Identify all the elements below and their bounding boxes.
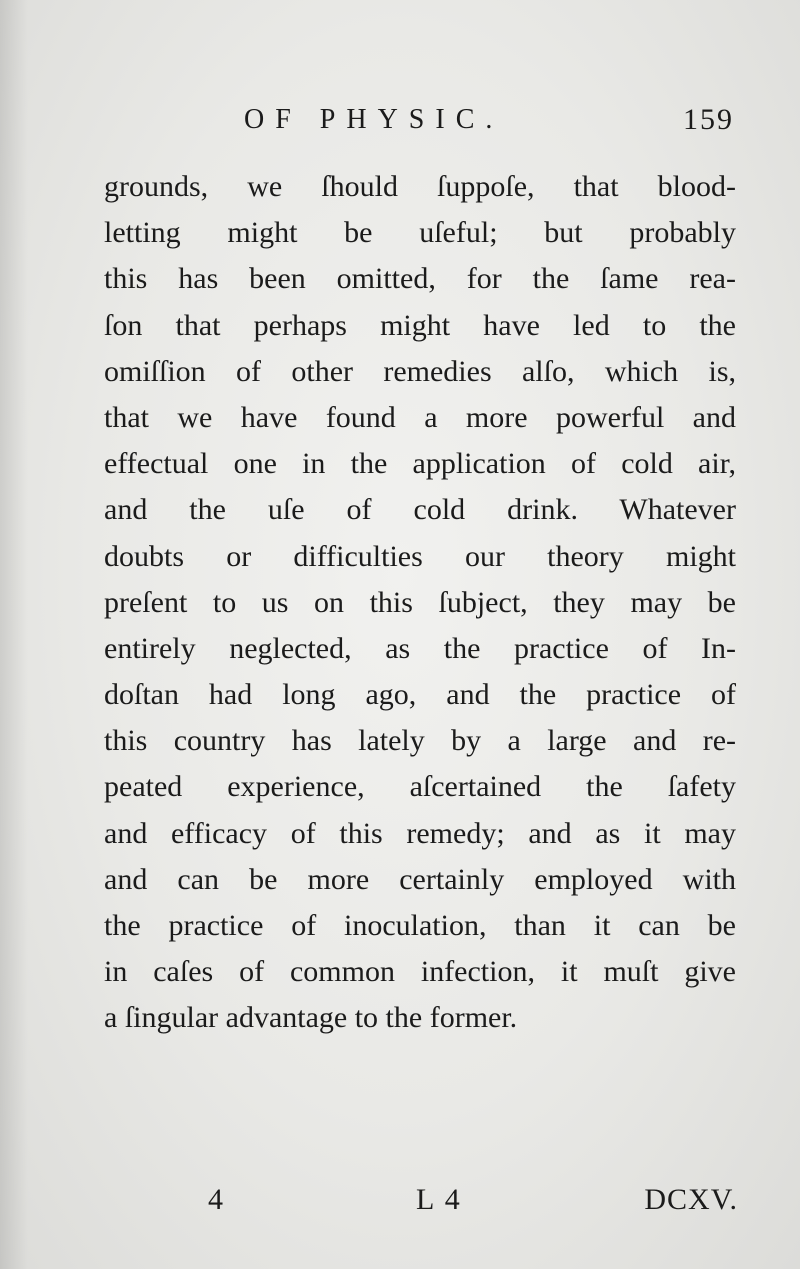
text-line: and efficacy of this remedy; and as it may	[104, 816, 736, 850]
page-footer	[100, 1180, 740, 1224]
text-line-last: a ſingular advantage to the former.	[104, 1001, 518, 1035]
running-title: OF PHYSIC.	[244, 104, 504, 135]
signature-gathering: L 4	[416, 1183, 462, 1216]
page-number: 159	[683, 103, 734, 136]
text-line: that we have found a more powerful and	[104, 400, 736, 434]
text-line: grounds, we ſhould ſuppoſe, that blood-	[104, 170, 736, 203]
text-line: the practice of inoculation, than it can be	[104, 909, 736, 942]
text-line: preſent to us on this ſubject, they may be	[104, 585, 736, 619]
text-line: this country has lately by a large and re-	[104, 724, 736, 758]
running-head	[100, 100, 740, 144]
text-line: omiſſion of other remedies alſo, which is,	[104, 354, 736, 388]
text-line: peated experience, aſcertained the ſafety	[104, 770, 736, 804]
signature-mark: 4	[208, 1183, 223, 1216]
text-line: effectual one in the application of cold air,	[104, 447, 736, 481]
catchword: DCXV.	[644, 1183, 738, 1216]
text-line: this has been omitted, for the ſame rea-	[104, 262, 736, 296]
text-line: and the uſe of cold drink. Whatever	[104, 493, 736, 527]
text-line: letting might be uſeful; but probably	[104, 216, 736, 250]
text-line: in caſes of common infection, it muſt give	[104, 955, 736, 989]
text-line: ſon that perhaps might have led to the	[104, 308, 736, 342]
body-text	[104, 164, 736, 1042]
text-line: doſtan had long ago, and the practice of	[104, 678, 736, 712]
text-line: doubts or difficulties our theory might	[104, 539, 736, 573]
text-line: entirely neglected, as the practice of In-	[104, 631, 736, 665]
text-line: and can be more certainly employed with	[104, 862, 736, 896]
